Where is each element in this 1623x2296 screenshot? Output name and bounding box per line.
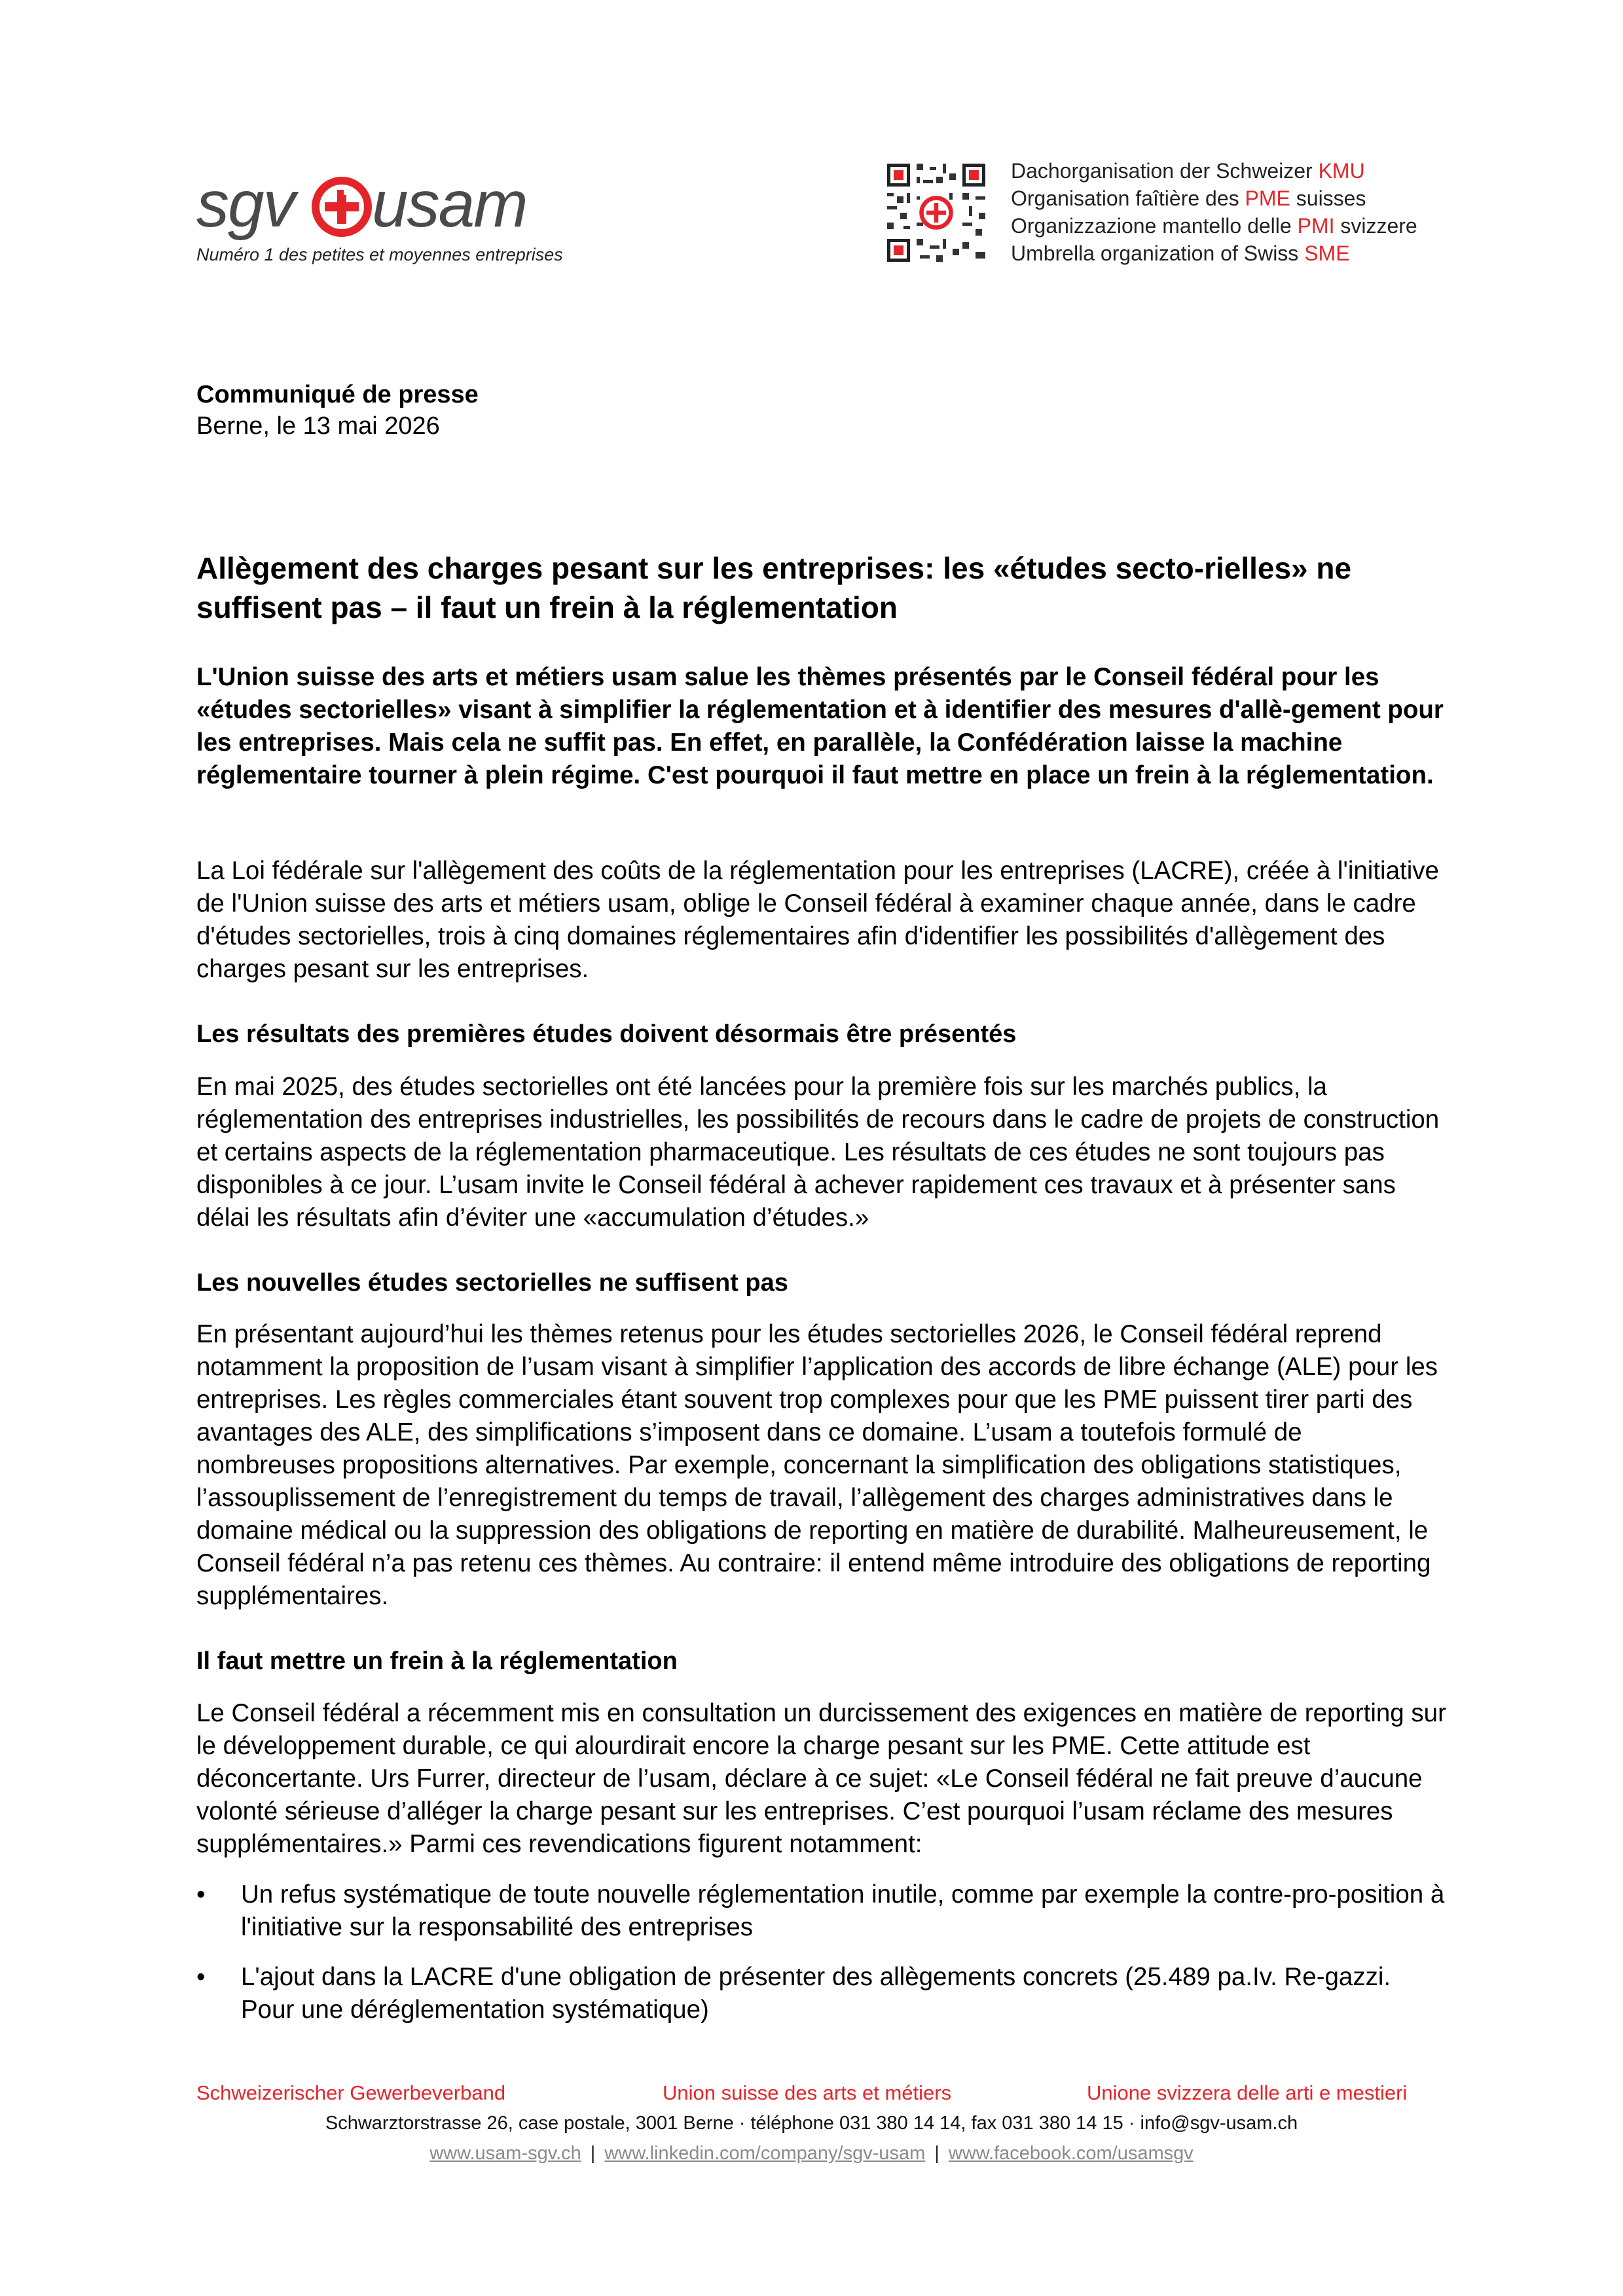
list-item-text: Un refus systématique de toute nouvelle réglementation inutile, comme par exemple la contre-pro-position à l'initiative sur la responsabilité des entreprises — [241, 1880, 1445, 1941]
logo-text-sgv: sgv — [196, 168, 295, 241]
footer-link-separator: | — [934, 2143, 939, 2164]
paragraph-1: La Loi fédérale sur l'allègement des coûts de la réglementation pour les entreprises (LACRE), créée à l'initiative de l'Union suisse des arts et métiers usam, oblige le Conseil fédéral à examiner chaque année, dans le cadre d'études sectorielles, trois à cinq domaines réglementaires afin d'identifier les possibilités d'allègement des charges pesant sur les entreprises. — [196, 857, 1439, 983]
swiss-cross-circle-icon — [309, 173, 374, 238]
section-heading-3: Il faut mettre un frein à la réglementation — [196, 1647, 678, 1675]
brand-logo — [196, 168, 602, 250]
paragraph-3: En présentant aujourd’hui les thèmes retenus pour les études sectorielles 2026, le Conseil fédéral reprend notamment la proposition de l’usam visant à simplifier l’application des accords de libre échange (ALE) pour les entreprises. Les règles commerciales étant souvent trop complexes pour que les PME puissent tirer parti des avantages des ALE, des simplifications s’imposent dans ce domaine. L’usam a toutefois formulé de nombreuses propositions alternatives. Par exemple, concernant la simplification des obligations statistiques, l’assouplissement de l’enregistrement du temps de travail, l’allègement des charges administratives dans le domaine médical ou la suppression des obligations de reporting en matière de durabilité. Malheureusement, le Conseil fédéral n’a pas retenu ces thèmes. Au contraire: il entend même introduire des obligations de reporting supplémentaires. — [196, 1320, 1438, 1610]
section-heading-1: Les résultats des premières études doivent désormais être présentés — [196, 1020, 1017, 1048]
qr-code-icon — [884, 160, 989, 265]
org-line-fr: Organisation faîtière des PME suisses — [1011, 187, 1366, 210]
footer-link-separator: | — [590, 2143, 596, 2164]
press-release-label: Communiqué de presse — [196, 381, 479, 408]
paragraph-2: En mai 2025, des études sectorielles ont été lancées pour la première fois sur les marchés publics, la réglementation des entreprises industrielles, les possibilités de recours dans le cadre de projets de construction et certains aspects de la réglementation pharmaceutique. Les résultats de ces études ne sont toujours pas disponibles à ce jour. L’usam invite le Conseil fédéral à achever rapidement ces travaux et à présenter sans délai les résultats afin d’éviter une «accumulation d’études.» — [196, 1073, 1440, 1232]
footer-address: Schwarztorstrasse 26, case postale, 3001 Berne · téléphone 031 380 14 14, fax 031 380 14 15 · info@sgv-usam.ch — [325, 2113, 1298, 2134]
section-heading-2: Les nouvelles études sectorielles ne suffisent pas — [196, 1269, 788, 1297]
footer-link-linkedin[interactable]: www.linkedin.com/company/sgv-usam — [604, 2143, 926, 2164]
org-line-en: Umbrella organization of Swiss SME — [1011, 242, 1350, 265]
list-item-text: L'ajout dans la LACRE d'une obligation de présenter des allègements concrets (25.489 pa.Iv. Re-gazzi. Pour une déréglementation systématique) — [241, 1963, 1391, 2024]
bullet-icon: • — [196, 1963, 206, 1991]
document-title: Allègement des charges pesant sur les entreprises: les «études secto-rielles» ne suffisent pas – il faut un frein à la réglementation — [196, 551, 1352, 624]
lead-paragraph: L'Union suisse des arts et métiers usam salue les thèmes présentés par le Conseil fédéral pour les «études sectorielles» visant à simplifier la réglementation et à identifier des mesures d'allè-gement pour les entreprises. Mais cela ne suffit pas. En effet, en parallèle, la Confédération laisse la machine réglementaire tourner à plein régime. C'est pourquoi il faut mettre en place un frein à la réglementation. — [196, 663, 1444, 789]
press-release-date: Berne, le 13 mai 2026 — [196, 412, 440, 440]
footer-org-fr: Union suisse des arts et métiers — [663, 2081, 952, 2104]
footer-links — [0, 2143, 1623, 2164]
logo-text-usam: usam — [372, 168, 527, 241]
org-line-de: Dachorganisation der Schweizer KMU — [1011, 159, 1365, 183]
footer-link-website[interactable]: www.usam-sgv.ch — [429, 2143, 581, 2164]
paragraph-4: Le Conseil fédéral a récemment mis en consultation un durcissement des exigences en matière de reporting sur le développement durable, ce qui alourdirait encore la charge pesant sur les PME. Cette attitude est déconcertante. Urs Furrer, directeur de l’usam, déclare à ce sujet: «Le Conseil fédéral ne fait preuve d’aucune volonté sérieuse d’alléger la charge pesant sur les entreprises. C’est pourquoi l’usam réclame des mesures supplémentaires.» Parmi ces revendications figurent notamment: — [196, 1699, 1446, 1858]
logo-tagline: Numéro 1 des petites et moyennes entreprises — [196, 245, 563, 264]
footer-link-facebook[interactable]: www.facebook.com/usamsgv — [948, 2143, 1194, 2164]
organization-names — [1011, 157, 1417, 267]
org-line-it: Organizzazione mantello delle PMI svizzere — [1011, 214, 1417, 238]
footer-org-de: Schweizerischer Gewerbeverband — [196, 2081, 506, 2104]
bullet-icon: • — [196, 1880, 206, 1909]
footer-org-it: Unione svizzera delle arti e mestieri — [1087, 2081, 1408, 2104]
